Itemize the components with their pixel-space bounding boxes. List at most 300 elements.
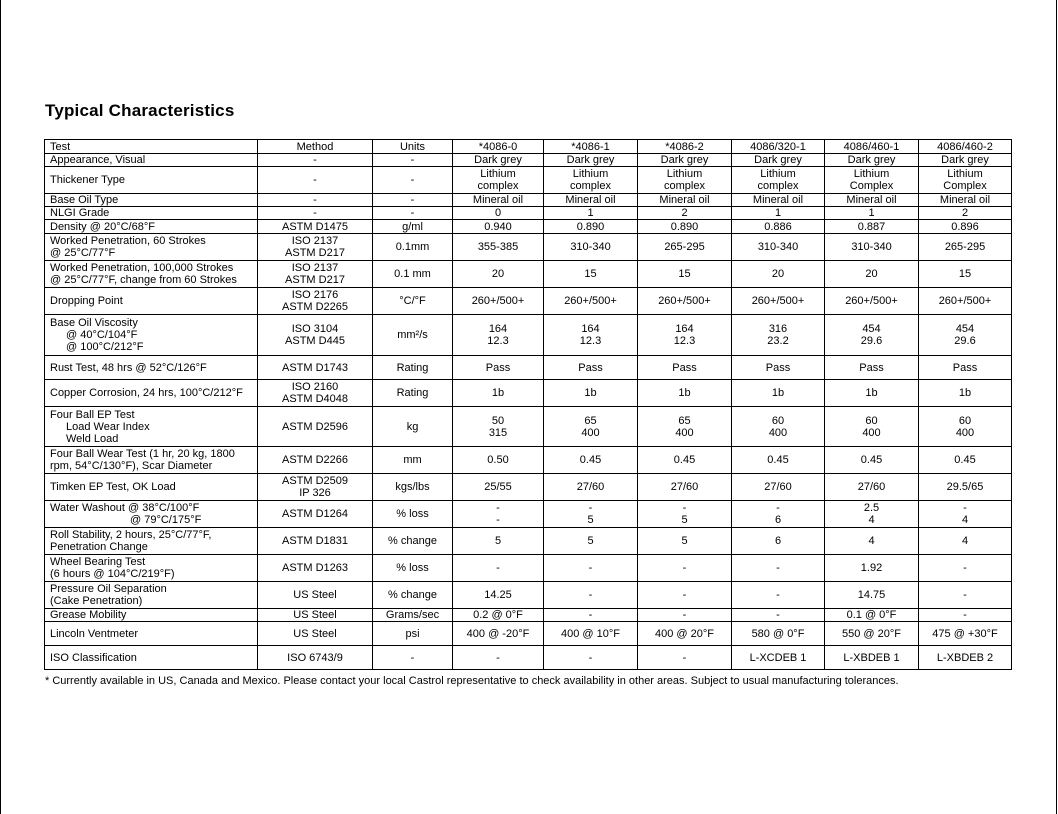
test-name-line: Wheel Bearing Test <box>50 556 146 568</box>
column-header-4086-0: *4086-0 <box>453 140 544 154</box>
value-line: - <box>682 651 687 664</box>
value-line: 15 <box>678 268 691 280</box>
method-cell <box>258 194 373 207</box>
value-cell <box>732 154 825 167</box>
test-name-cell <box>45 234 258 261</box>
value-line: 1 <box>868 207 875 219</box>
method-cell <box>258 474 373 501</box>
value-cell <box>638 380 732 407</box>
value-line: - <box>682 609 687 621</box>
value-line: 260+/500+ <box>471 295 525 307</box>
table-row <box>45 356 1012 380</box>
test-name-line: Lincoln Ventmeter <box>50 627 139 640</box>
value-cell <box>732 288 825 315</box>
value-line: 400 <box>768 426 788 439</box>
value-line: Dark grey <box>847 154 896 166</box>
value-line: 310-340 <box>757 241 799 253</box>
value-line: 4 <box>961 514 969 526</box>
value-line: 14.25 <box>484 589 512 601</box>
units-cell <box>373 582 453 609</box>
value-cell <box>732 407 825 447</box>
value-line: 1b <box>584 387 597 399</box>
value-line: complex <box>757 180 799 192</box>
value-cell <box>919 315 1012 356</box>
value-cell <box>544 207 638 220</box>
table-row <box>45 234 1012 261</box>
value-line: 14.75 <box>857 589 886 601</box>
value-line: 5 <box>681 514 688 526</box>
units-line: Rating <box>396 387 429 399</box>
value-line: 65 <box>678 414 691 427</box>
value-line: Pass <box>765 361 791 374</box>
value-cell <box>453 194 544 207</box>
value-cell <box>453 646 544 670</box>
value-line: 4 <box>961 535 969 547</box>
method-line: ASTM D445 <box>285 335 345 347</box>
value-cell <box>453 582 544 609</box>
value-line: Mineral oil <box>659 194 710 206</box>
value-line: Complex <box>943 180 987 192</box>
table-row <box>45 582 1012 609</box>
method-line: ASTM D1743 <box>281 361 349 374</box>
test-name-cell <box>45 501 258 528</box>
test-name-line: Copper Corrosion, 24 hrs, 100°C/212°F <box>50 387 243 399</box>
value-line: 60 <box>958 414 972 427</box>
value-cell <box>919 261 1012 288</box>
units-line: psi <box>405 627 420 640</box>
method-cell <box>258 167 373 194</box>
value-cell <box>825 622 919 646</box>
value-line: 0.890 <box>576 220 605 233</box>
method-line: - <box>313 174 317 186</box>
units-cell <box>373 356 453 380</box>
units-line: 0.1mm <box>395 241 430 253</box>
column-header-4086-320-1: 4086/320-1 <box>732 140 825 154</box>
table-row <box>45 555 1012 582</box>
value-line: 580 @ 0°F <box>751 627 805 640</box>
column-header-4086-460-1: 4086/460-1 <box>825 140 919 154</box>
value-line: 550 @ 20°F <box>842 627 901 640</box>
value-cell <box>638 555 732 582</box>
value-line: 29.6 <box>860 335 883 347</box>
test-name-line: Roll Stability, 2 hours, 25°C/77°F, <box>50 529 212 541</box>
value-line: - <box>963 609 967 621</box>
value-line: 6 <box>774 514 782 526</box>
value-cell <box>825 582 919 609</box>
value-line: 5 <box>587 535 594 547</box>
method-line: ASTM D1264 <box>281 508 349 520</box>
test-name-cell <box>45 447 258 474</box>
value-line: 1b <box>678 387 691 399</box>
value-line: 1.92 <box>860 562 883 574</box>
value-cell <box>732 646 825 670</box>
value-line: 12.3 <box>673 335 696 347</box>
value-line: - <box>588 609 593 621</box>
value-cell <box>638 609 732 622</box>
value-cell <box>732 380 825 407</box>
value-cell <box>825 356 919 380</box>
table-row <box>45 207 1012 220</box>
value-line: 1b <box>865 387 878 399</box>
value-cell <box>919 407 1012 447</box>
method-line: ASTM D217 <box>285 247 345 259</box>
test-name-line: @ 100°C/212°F <box>66 341 144 353</box>
value-line: - <box>682 589 687 601</box>
value-cell <box>453 555 544 582</box>
value-line: - <box>588 589 593 601</box>
units-cell <box>373 380 453 407</box>
units-cell <box>373 407 453 447</box>
method-line: US Steel <box>293 609 337 621</box>
value-cell <box>453 609 544 622</box>
units-cell <box>373 646 453 670</box>
test-name-cell <box>45 555 258 582</box>
value-cell <box>638 288 732 315</box>
value-line: complex <box>477 180 519 192</box>
method-line: ASTM D2596 <box>281 420 349 433</box>
value-line: 1 <box>774 207 782 219</box>
value-cell <box>825 501 919 528</box>
test-name-line: Pressure Oil Separation <box>50 583 167 595</box>
value-line: Lithium <box>853 168 890 180</box>
value-line: 65 <box>584 414 597 427</box>
value-cell <box>544 261 638 288</box>
value-line: 2 <box>681 207 688 219</box>
value-line: 5 <box>681 535 688 547</box>
value-line: 20 <box>865 268 878 280</box>
value-line: 1 <box>587 207 594 219</box>
value-line: 2.5 <box>863 502 880 514</box>
table-row <box>45 646 1012 670</box>
value-line: 260+/500+ <box>845 295 898 307</box>
value-line: 0.50 <box>487 454 509 466</box>
method-line: - <box>313 207 317 219</box>
value-line: Lithium <box>760 168 796 180</box>
value-cell <box>544 646 638 670</box>
value-cell <box>825 194 919 207</box>
value-line: 0.45 <box>860 454 883 466</box>
value-line: 12.3 <box>579 335 602 347</box>
value-line: 0.1 @ 0°F <box>846 609 897 621</box>
value-cell <box>453 315 544 356</box>
test-name-cell <box>45 582 258 609</box>
value-cell <box>825 447 919 474</box>
units-cell <box>373 207 453 220</box>
method-line: ASTM D1831 <box>281 535 349 547</box>
value-line: Mineral oil <box>752 194 804 206</box>
value-cell <box>544 555 638 582</box>
value-cell <box>732 582 825 609</box>
value-line: 0.45 <box>767 454 789 466</box>
value-cell <box>825 261 919 288</box>
method-line: ISO 6743/9 <box>287 651 343 664</box>
value-line: - <box>496 562 500 574</box>
table-row <box>45 380 1012 407</box>
table-row <box>45 220 1012 234</box>
units-cell <box>373 555 453 582</box>
value-line: Lithium <box>480 168 516 180</box>
value-line: Dark grey <box>566 154 615 166</box>
method-cell <box>258 622 373 646</box>
value-cell <box>638 474 732 501</box>
method-line: - <box>313 154 317 166</box>
value-line: 29.5/65 <box>946 481 984 493</box>
test-name-line: (6 hours @ 104°C/219°F) <box>50 568 175 580</box>
units-line: 0.1 mm <box>394 268 431 280</box>
value-cell <box>453 528 544 555</box>
value-cell <box>544 234 638 261</box>
value-line: Dark grey <box>941 154 989 166</box>
test-name-line: @ 40°C/104°F <box>66 329 138 341</box>
value-cell <box>732 207 825 220</box>
value-cell <box>638 315 732 356</box>
test-name-cell <box>45 288 258 315</box>
test-name-cell <box>45 261 258 288</box>
value-line: - <box>496 514 500 526</box>
table-row <box>45 447 1012 474</box>
value-line: 0 <box>494 207 502 219</box>
value-cell <box>638 501 732 528</box>
test-name-line: Water Washout @ 38°C/100°F <box>50 502 200 514</box>
value-line: Lithium <box>666 168 703 180</box>
method-cell <box>258 220 373 234</box>
test-name-line: Four Ball EP Test <box>50 408 135 421</box>
value-cell <box>732 315 825 356</box>
value-line: 400 <box>581 426 600 439</box>
table-row <box>45 167 1012 194</box>
value-cell <box>919 194 1012 207</box>
units-line: - <box>410 154 415 166</box>
method-line: IP 326 <box>299 487 331 499</box>
method-cell <box>258 261 373 288</box>
units-line: kgs/lbs <box>395 481 430 493</box>
value-line: Mineral oil <box>472 194 524 206</box>
value-line: L-XCDEB 1 <box>749 651 807 664</box>
method-cell <box>258 207 373 220</box>
test-name-cell <box>45 315 258 356</box>
value-cell <box>638 154 732 167</box>
value-line: 60 <box>865 414 878 427</box>
value-cell <box>544 528 638 555</box>
value-cell <box>638 447 732 474</box>
value-cell <box>544 474 638 501</box>
value-cell <box>919 528 1012 555</box>
units-line: - <box>410 194 415 206</box>
test-name-line: Appearance, Visual <box>50 154 146 166</box>
units-cell <box>373 528 453 555</box>
value-cell <box>732 622 825 646</box>
test-name-line: Load Wear Index <box>66 420 150 433</box>
value-cell <box>453 380 544 407</box>
value-line: 400 <box>675 426 694 439</box>
method-line: - <box>313 194 317 206</box>
test-name-cell <box>45 622 258 646</box>
value-line: Mineral oil <box>846 194 897 206</box>
value-line: - <box>588 651 593 664</box>
table-row <box>45 154 1012 167</box>
value-line: 15 <box>958 268 972 280</box>
test-name-line: @ 25°C/77°F <box>50 247 116 259</box>
test-name-cell <box>45 407 258 447</box>
test-name-line: rpm, 54°C/130°F), Scar Diameter <box>50 460 213 472</box>
test-name-line: @ 25°C/77°F, change from 60 Strokes <box>50 274 237 286</box>
value-line: 164 <box>581 323 600 335</box>
value-line: Pass <box>859 361 884 374</box>
value-cell <box>825 154 919 167</box>
units-line: - <box>410 174 415 186</box>
value-line: 164 <box>488 323 508 335</box>
units-line: mm <box>403 454 422 466</box>
value-line: Mineral oil <box>565 194 616 206</box>
value-line: Pass <box>485 361 511 374</box>
value-cell <box>638 407 732 447</box>
value-line: 316 <box>768 323 788 335</box>
value-cell <box>919 380 1012 407</box>
method-line: US Steel <box>293 627 337 640</box>
value-line: 355-385 <box>477 241 519 253</box>
method-line: ASTM D1263 <box>281 562 349 574</box>
value-line: 0.887 <box>857 220 886 233</box>
value-cell <box>544 582 638 609</box>
table-row <box>45 194 1012 207</box>
value-line: - <box>588 502 593 514</box>
value-cell <box>919 154 1012 167</box>
value-cell <box>825 167 919 194</box>
value-line: - <box>963 562 967 574</box>
value-cell <box>732 234 825 261</box>
value-line: - <box>682 502 687 514</box>
value-line: Dark grey <box>660 154 709 166</box>
units-line: mm²/s <box>397 329 428 341</box>
value-cell <box>825 609 919 622</box>
value-cell <box>919 474 1012 501</box>
test-name-line: Density @ 20°C/68°F <box>50 220 155 233</box>
test-name-line: ISO Classification <box>50 651 137 664</box>
value-cell <box>919 447 1012 474</box>
value-line: 0.896 <box>951 220 979 233</box>
value-line: - <box>963 502 967 514</box>
column-header-method: Method <box>258 140 373 154</box>
column-header-4086-1: *4086-1 <box>544 140 638 154</box>
value-cell <box>919 167 1012 194</box>
method-cell <box>258 315 373 356</box>
value-line: 27/60 <box>576 481 605 493</box>
units-line: % loss <box>396 508 429 520</box>
test-name-line: Rust Test, 48 hrs @ 52°C/126°F <box>50 361 207 374</box>
value-cell <box>732 356 825 380</box>
value-line: Dark grey <box>474 154 522 166</box>
column-header-4086-2: *4086-2 <box>638 140 732 154</box>
test-name-line: Dropping Point <box>50 295 123 307</box>
table-row <box>45 528 1012 555</box>
value-line: 1b <box>771 387 785 399</box>
value-cell <box>453 288 544 315</box>
units-line: % change <box>388 535 437 547</box>
value-cell <box>544 154 638 167</box>
value-cell <box>825 646 919 670</box>
value-cell <box>825 220 919 234</box>
value-line: 400 <box>862 426 881 439</box>
value-cell <box>919 207 1012 220</box>
value-cell <box>544 622 638 646</box>
value-line: - <box>776 562 780 574</box>
value-line: 0.890 <box>670 220 699 233</box>
table-row <box>45 474 1012 501</box>
table-header-row <box>45 140 1012 154</box>
value-cell <box>919 288 1012 315</box>
method-cell <box>258 234 373 261</box>
value-cell <box>638 167 732 194</box>
units-cell <box>373 622 453 646</box>
value-cell <box>732 501 825 528</box>
value-line: 400 <box>955 426 975 439</box>
value-line: Complex <box>849 180 894 192</box>
value-line: 265-295 <box>664 241 705 253</box>
value-cell <box>825 380 919 407</box>
units-line: kg <box>406 420 419 433</box>
value-cell <box>544 220 638 234</box>
value-line: 1b <box>958 387 972 399</box>
value-line: - <box>776 589 780 601</box>
method-line: ASTM D2509 <box>281 475 349 487</box>
units-line: Rating <box>396 361 429 374</box>
value-line: - <box>963 589 967 601</box>
value-line: Pass <box>952 361 978 374</box>
method-line: ISO 2137 <box>291 235 339 247</box>
method-cell <box>258 582 373 609</box>
test-name-cell <box>45 220 258 234</box>
test-name-line: Grease Mobility <box>50 609 127 621</box>
column-header-test: Test <box>45 140 258 154</box>
value-line: 265-295 <box>944 241 986 253</box>
value-cell <box>638 646 732 670</box>
value-cell <box>919 646 1012 670</box>
method-line: ASTM D2266 <box>281 454 349 466</box>
column-header-units: Units <box>373 140 453 154</box>
test-name-cell <box>45 528 258 555</box>
units-cell <box>373 220 453 234</box>
test-name-line: Base Oil Type <box>50 194 119 206</box>
units-line: Grams/sec <box>385 609 440 621</box>
test-name-line: @ 79°C/175°F <box>130 514 202 526</box>
value-cell <box>825 474 919 501</box>
units-cell <box>373 261 453 288</box>
units-cell <box>373 315 453 356</box>
value-cell <box>638 261 732 288</box>
value-cell <box>453 167 544 194</box>
value-line: 0.886 <box>764 220 792 233</box>
test-name-line: (Cake Penetration) <box>50 595 143 607</box>
test-name-cell <box>45 609 258 622</box>
method-cell <box>258 555 373 582</box>
method-cell <box>258 447 373 474</box>
value-cell <box>825 315 919 356</box>
value-cell <box>732 609 825 622</box>
units-cell <box>373 288 453 315</box>
method-line: ASTM D2265 <box>281 301 349 313</box>
method-line: US Steel <box>293 589 337 601</box>
value-cell <box>732 474 825 501</box>
value-line: 4 <box>868 535 875 547</box>
value-cell <box>453 220 544 234</box>
units-line: °C/°F <box>399 295 426 307</box>
value-cell <box>638 220 732 234</box>
value-line: 260+/500+ <box>658 295 711 307</box>
value-line: 315 <box>488 426 508 439</box>
method-line: ISO 3104 <box>291 323 339 335</box>
value-cell <box>544 501 638 528</box>
test-name-line: Weld Load <box>66 432 119 445</box>
